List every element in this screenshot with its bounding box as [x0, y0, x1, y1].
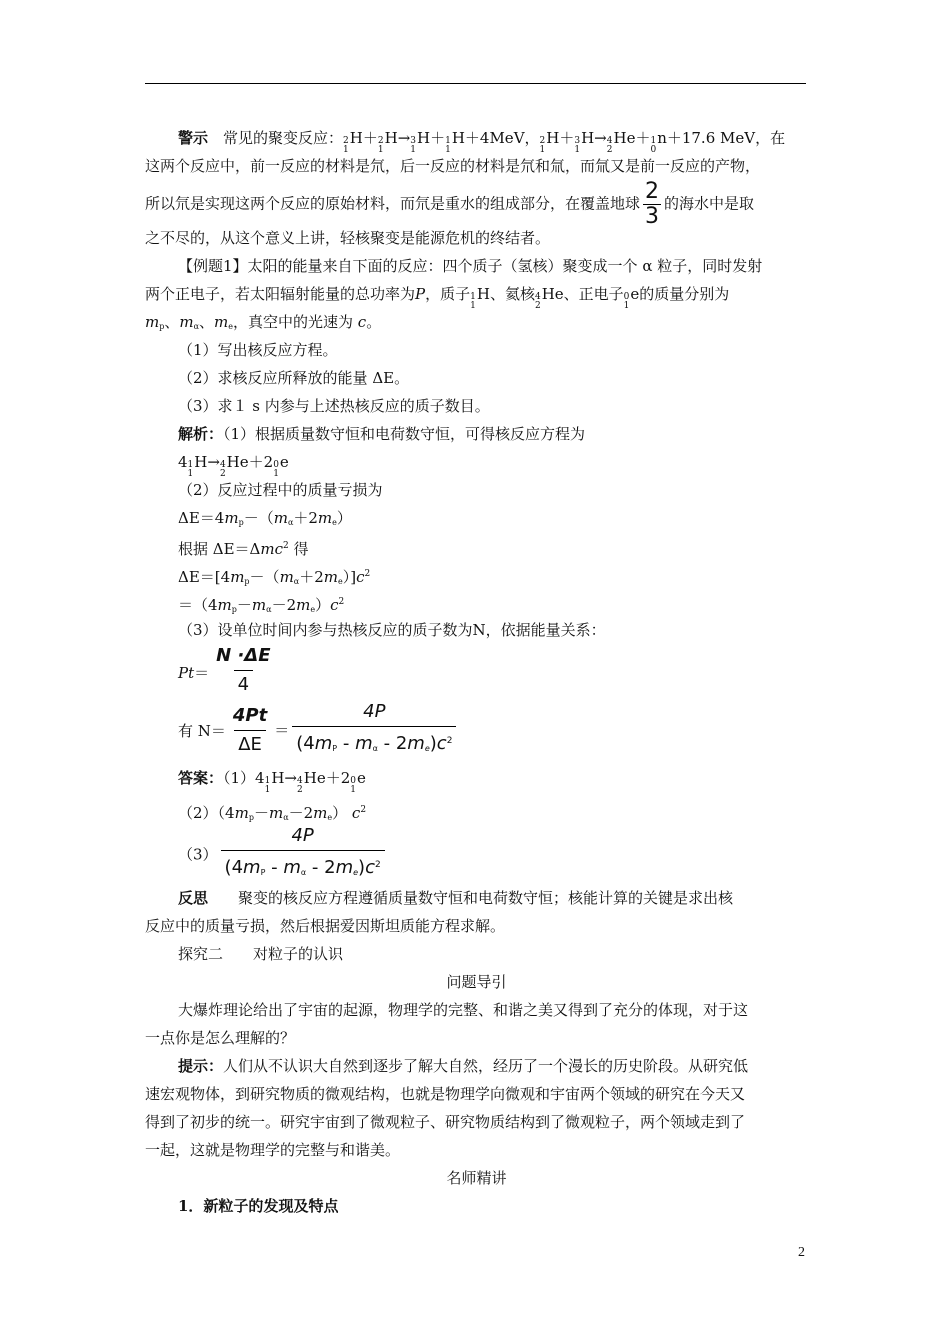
hint-line-1: 提示：人们从不认识大自然到逐步了解大自然，经历了一个漫长的历史阶段。从研究低 — [178, 1057, 749, 1075]
n-eq: 有 N＝ $\frac{4Pt}{\Delta E}$ ＝ $\frac{4P}{(4mP - m\alpha - 2me)c^2}$ — [145, 700, 808, 760]
solution-line-1: 解析：（1）根据质量数守恒和电荷数守恒，可得核反应方程为 — [178, 425, 586, 443]
mass-loss-eq: ΔE＝4mp－（mα＋2me） — [178, 509, 352, 527]
answer-line-1: 答案：（1）4 1 1 H→ 4 2 He＋2 0 1 e — [178, 769, 366, 795]
solution-line-3: 根据 ΔE＝Δmc$^2$ 得 — [178, 540, 309, 558]
question-3: （3）求１ s 内参与上述热核反应的质子数目。 — [178, 397, 490, 415]
header-rule — [145, 83, 806, 84]
warning-line-1: 警示 常见的聚变反应： 2 1 H＋ 2 1 H→ 3 1 H＋ 1 1 H＋4MeV， 2 1 H＋ 3 1 H→ 4 2 He＋ 1 0 n＋17.6 MeV，在 — [178, 129, 786, 155]
example-line-2: 两个正电子，若太阳辐射能量的总功率为P，质子 1 1 H、氦核 4 2 He、正电子 0 1 e的质量分别为 — [145, 285, 730, 311]
answer-line-2: （2）（4mp－mα－2me） $c^2$ — [178, 804, 367, 822]
hint-line-4: 一起，这就是物理学的完整与和谐美。 — [145, 1141, 401, 1159]
answer-line-3: （3） $\frac{4P}{(4mP - m\alpha - 2me)c^2}$ — [145, 824, 808, 884]
page-content — [145, 124, 808, 1220]
question-1: （1）写出核反应方程。 — [178, 341, 338, 359]
energy-eq-2: $=(4mp-m\alpha-2me)c^2$ — [178, 596, 345, 614]
solution-line-4: （3）设单位时间内参与热核反应的质子数为N，依据能量关系： — [178, 621, 606, 639]
hint-line-3: 得到了初步的统一。研究宇宙到了微观粒子、研究物质结构到了微观粒子，两个领域走到了 — [145, 1113, 746, 1131]
page-number: 2 — [798, 1245, 805, 1260]
question-para-1: 大爆炸理论给出了宇宙的起源，物理学的完整、和谐之美又得到了充分的体现，对于这 — [178, 1001, 749, 1019]
reflection-line-2: 反应中的质量亏损，然后根据爱因斯坦质能方程求解。 — [145, 917, 506, 935]
solution-label: 解析： — [178, 425, 224, 443]
example-line-1: 【例题1】太阳的能量来自下面的反应：四个质子（氢核）聚变成一个 α 粒子，同时发射 — [178, 257, 763, 275]
equation-1: 4 1 1 H→ 4 2 He＋2 0 1 e — [178, 453, 289, 479]
warning-line-3: 所以氘是实现这两个反应的原始材料，而氘是重水的组成部分，在覆盖地球 $\frac{2}{3}$ 的海水中是取 — [145, 179, 755, 229]
warning-line-2: 这两个反应中，前一反应的材料是氘，后一反应的材料是氘和氚，而氚又是前一反应的产物， — [145, 157, 761, 175]
example-line-3: mp、mα、me，真空中的光速为 c。 — [145, 313, 382, 331]
section-title: 探究二 对粒子的认识 — [178, 945, 344, 963]
warning-line-4: 之不尽的，从这个意义上讲，轻核聚变是能源危机的终结者。 — [145, 229, 551, 247]
power-eq: Pt＝ $\frac{N \cdot\Delta E}{4}$ — [178, 645, 271, 695]
question-2: （2）求核反应所释放的能量 ΔE。 — [178, 369, 410, 387]
reflection-line-1: 反思 聚变的核反应方程遵循质量数守恒和电荷数守恒；核能计算的关键是求出核 — [178, 889, 734, 907]
hint-line-2: 速宏观物体，到研究物质的微观结构，也就是物理学向微观和宇宙两个领域的研究在今天又 — [145, 1085, 746, 1103]
section-subtitle: 问题导引 — [446, 973, 507, 991]
question-para-2: 一点你是怎么理解的？ — [145, 1029, 296, 1047]
solution-line-2: （2）反应过程中的质量亏损为 — [178, 481, 383, 499]
teacher-heading: 名师精讲 — [446, 1169, 507, 1187]
fraction-two-thirds: $\frac{2}{3}$ — [645, 179, 660, 229]
energy-eq-1: $\Delta E=[4mp-(m\alpha+2me)]c^2$ — [178, 568, 371, 586]
warning-label: 警示 — [178, 129, 209, 147]
point-heading: 1．新粒子的发现及特点 — [178, 1197, 339, 1215]
